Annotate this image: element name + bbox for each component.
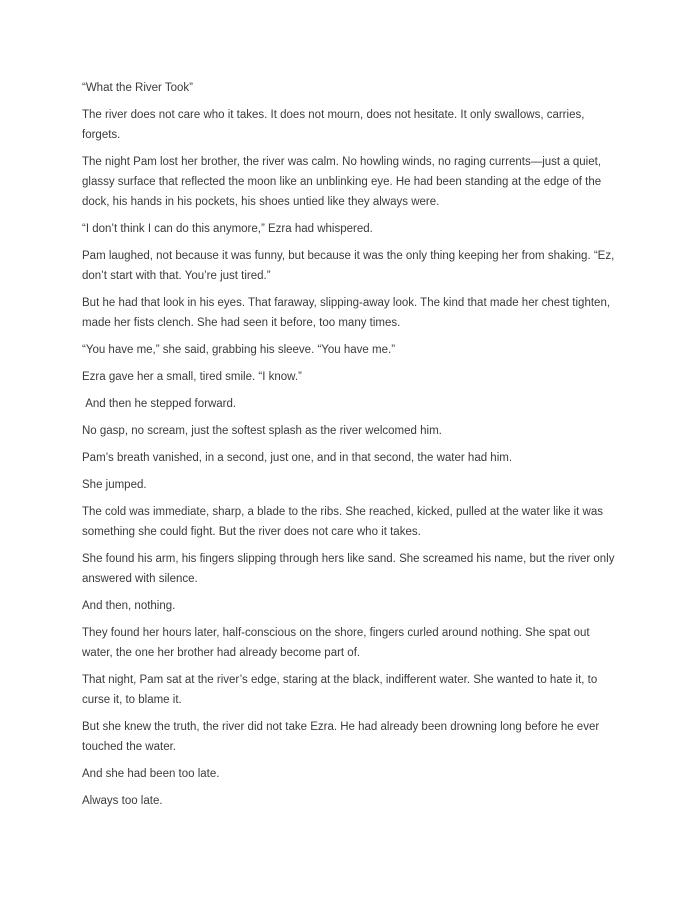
paragraph: But she knew the truth, the river did not take Ezra. He had already been drowning long before he ever touched the water. (82, 721, 603, 753)
paragraph: She found his arm, his fingers slipping through hers like sand. She screamed his name, but the river only answered with silence. (82, 553, 618, 585)
paragraph: Pam laughed, not because it was funny, but because it was the only thing keeping her from shaking. “Ez, don’t start with that. You’re just tired.” (82, 250, 618, 282)
paragraph: And then, nothing. (82, 600, 176, 612)
paragraph: But he had that look in his eyes. That faraway, slipping-away look. The kind that made her chest tighten, made her fists clench. She had seen it before, too many times. (82, 297, 614, 329)
paragraph: They found her hours later, half-conscious on the shore, fingers curled around nothing. She spat out water, the one her brother had already become part of. (82, 627, 593, 659)
paragraph: And then he stepped forward. (82, 398, 237, 410)
paragraph: “You have me,” she said, grabbing his sleeve. “You have me.” (82, 344, 396, 356)
paragraph: And she had been too late. (82, 768, 220, 780)
paragraph: That night, Pam sat at the river’s edge, staring at the black, indifferent water. She wanted to hate it, to curse it, to blame it. (82, 674, 601, 706)
paragraph: The river does not care who it takes. It does not mourn, does not hesitate. It only swallows, carries, forgets. (82, 109, 588, 141)
paragraph: “I don’t think I can do this anymore,” Ezra had whispered. (82, 223, 373, 235)
paragraph: The cold was immediate, sharp, a blade to the ribs. She reached, kicked, pulled at the water like it was something she could fight. But the river does not care who it takes. (82, 506, 607, 538)
paragraph: The night Pam lost her brother, the river was calm. No howling winds, no raging currents—just a quiet, glassy surface that reflected the moon like an unblinking eye. He had been standing at the edge of the dock, his hands in his pockets, his shoes untied like they always were. (82, 156, 605, 208)
story-body (82, 105, 618, 811)
paragraph: Pam’s breath vanished, in a second, just one, and in that second, the water had him. (82, 452, 513, 464)
story-title: “What the River Took” (82, 82, 193, 94)
paragraph: She jumped. (82, 479, 147, 491)
paragraph: Always too late. (82, 795, 163, 807)
paragraph: Ezra gave her a small, tired smile. “I know.” (82, 371, 302, 383)
paragraph: No gasp, no scream, just the softest splash as the river welcomed him. (82, 425, 442, 437)
